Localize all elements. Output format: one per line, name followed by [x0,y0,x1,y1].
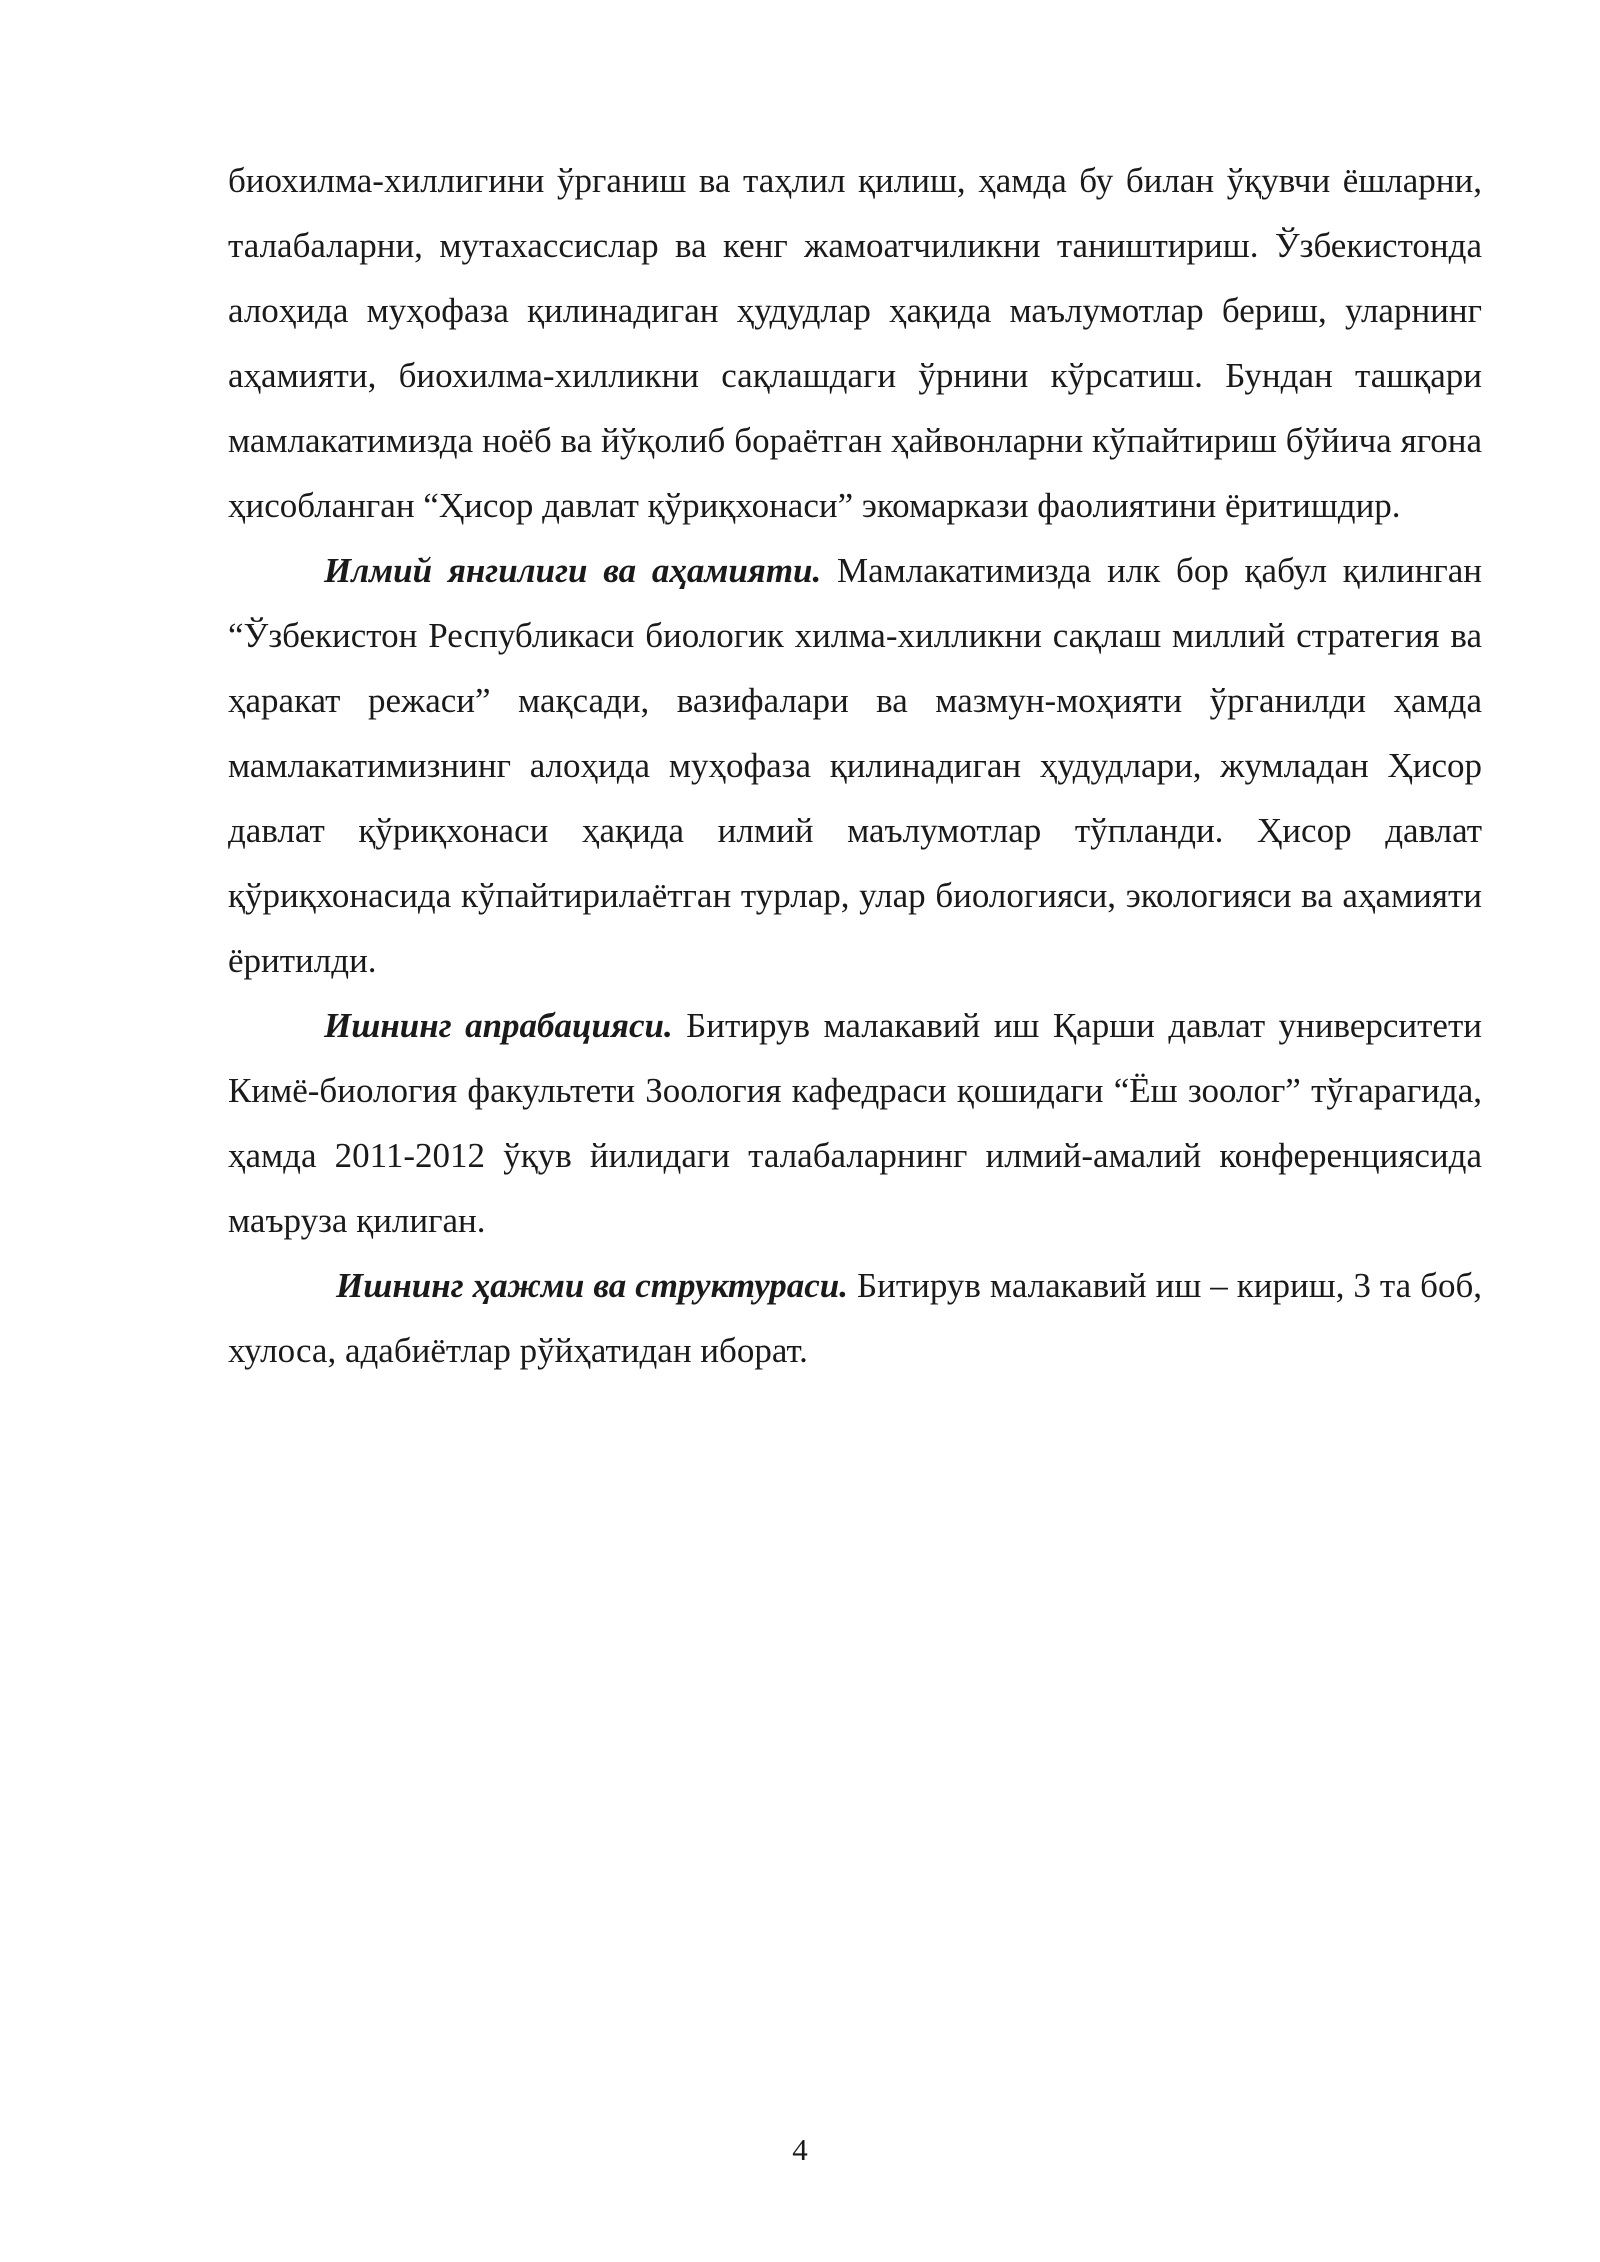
paragraph-scientific-novelty [228,538,1482,993]
section-heading-scientific-novelty: Илмий янгилиги ва аҳамияти. [324,551,822,590]
section-heading-approbation: Ишнинг апрабацияси. [324,1006,673,1045]
section-heading-structure: Ишнинг ҳажми ва структураси. [336,1266,849,1305]
page-number: 4 [792,2132,808,2167]
document-body [228,148,1482,1383]
paragraph-intro [228,148,1482,538]
paragraph-approbation [228,993,1482,1253]
paragraph-text: Мамлакатимизда илк бор қабул қилинган “Ўзбекистон Республикаси биологик хилма-хилликни сақлаш миллий стратегия ва ҳаракат режаси” мақсади, вазифалари ва мазмун-моҳияти ўрганилди ҳамда мамлакатимизнинг алоҳида муҳофаза қилинадиган ҳудудлари, жумладан Ҳисор давлат қўриқхонаси ҳақида илмий маълумотлар тўпланди. Ҳисор давлат қўриқхонасида кўпайтирилаётган турлар, улар биологияси, экологияси ва аҳамияти ёритилди. [228,551,1482,980]
paragraph-structure [228,1253,1482,1383]
paragraph-text: биохилма-хиллигини ўрганиш ва таҳлил қилиш, ҳамда бу билан ўқувчи ёшларни, талабаларни, мутахассислар ва кенг жамоатчиликни таништириш. Ўзбекистонда алоҳида муҳофаза қилинадиган ҳудудлар ҳақида маълумотлар бериш, уларнинг аҳамияти, биохилма-хилликни сақлашдаги ўрнини кўрсатиш. Бундан ташқари мамлакатимизда ноёб ва йўқолиб бораётган ҳайвонларни кўпайтириш бўйича ягона ҳисобланган “Ҳисор давлат қўриқхонаси” экомаркази фаолиятини ёритишдир. [228,161,1482,525]
paragraph-text: Битирув малакавий иш – кириш, 3 та боб, хулоса, адабиётлар рўйҳатидан иборат. [228,1266,1483,1370]
paragraph-text: Битирув малакавий иш Қарши давлат университети Кимё-биология факультети Зоология кафедраси қошидаги “Ёш зоолог” тўгарагида, ҳамда 2011-2012 ўқув йилидаги талабаларнинг илмий-амалий конференциясида маъруза қилиган. [228,1006,1482,1240]
